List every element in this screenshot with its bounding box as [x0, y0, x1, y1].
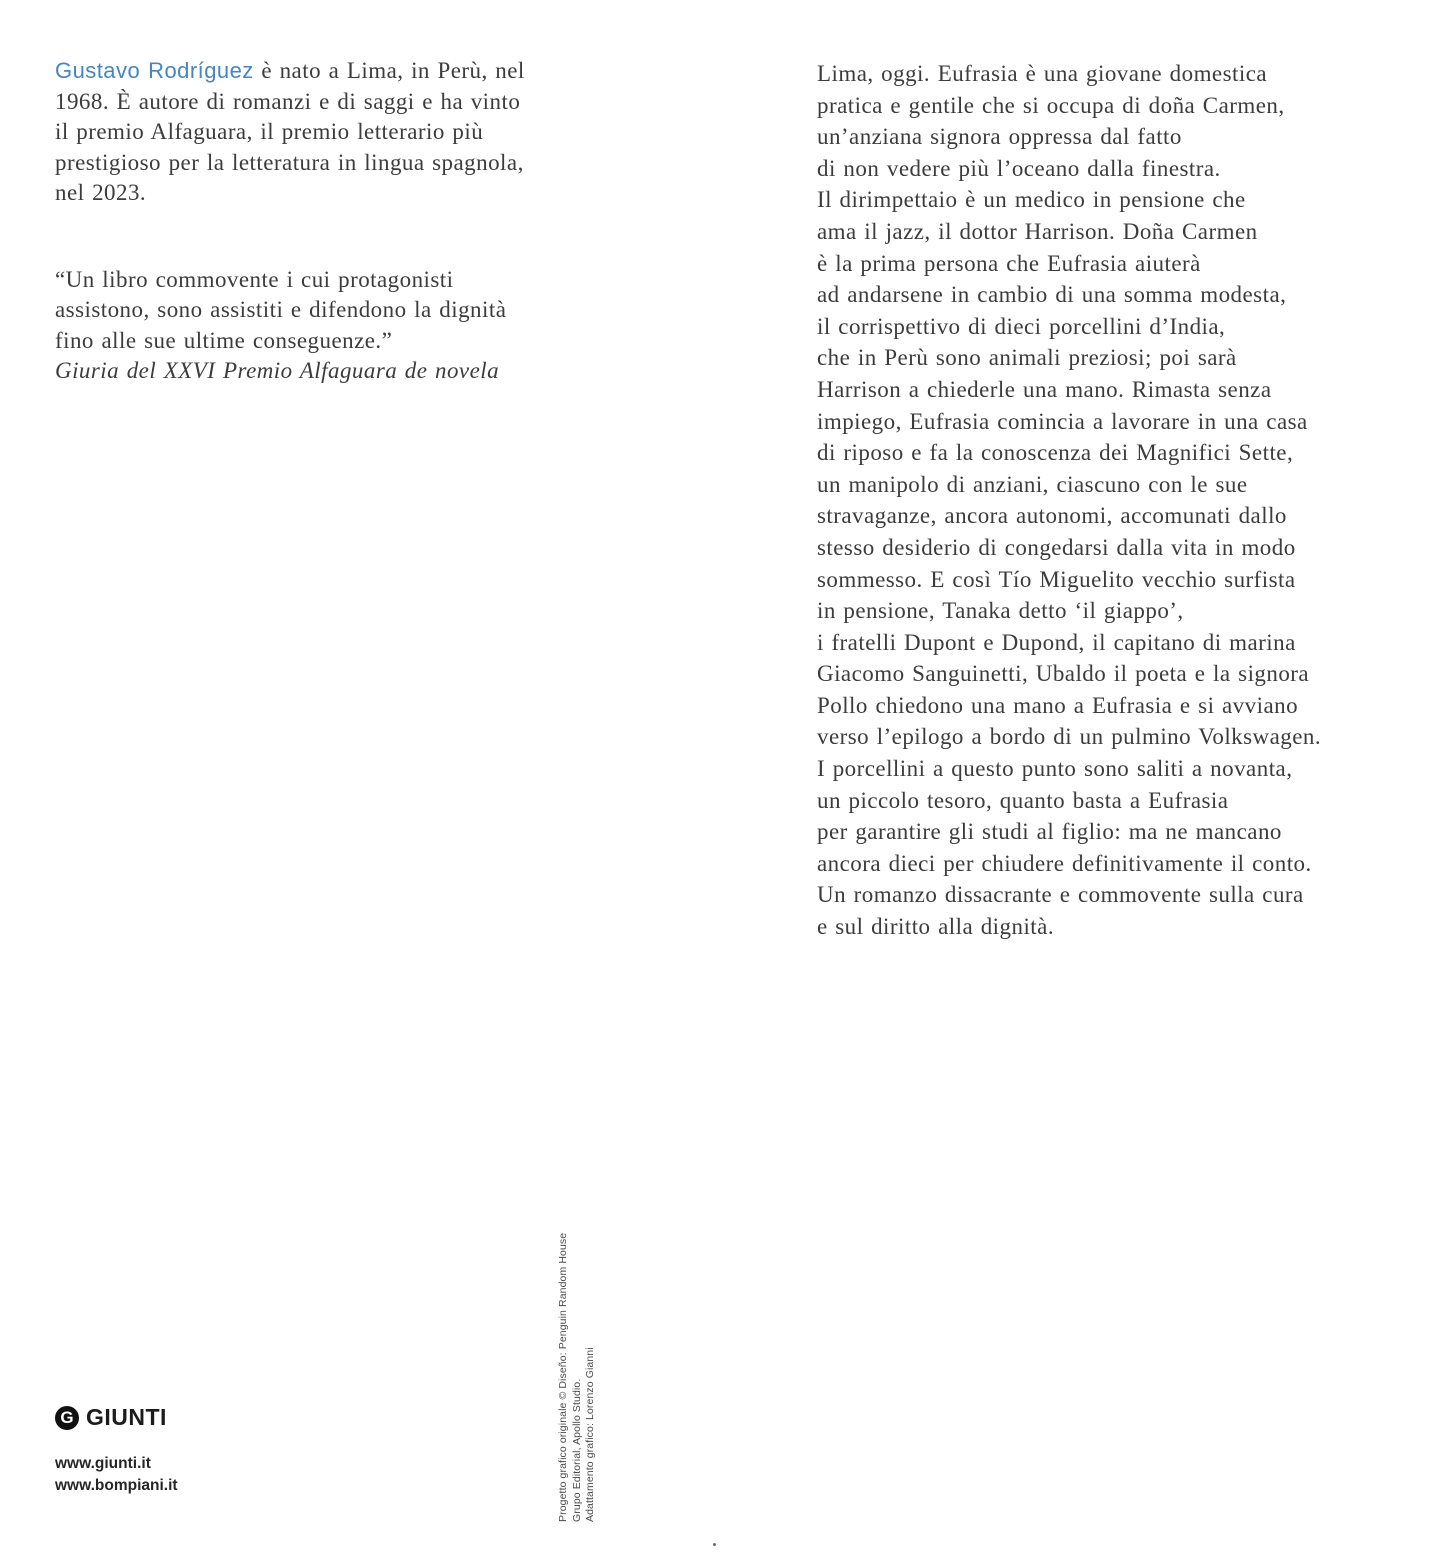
- synopsis-line: un piccolo tesoro, quanto basta a Eufrasia: [817, 787, 1229, 813]
- publisher-logo: [55, 1404, 178, 1431]
- page-mark-dot: [713, 1543, 716, 1546]
- synopsis-line: un’anziana signora oppressa dal fatto: [817, 124, 1182, 150]
- giunti-logo-icon: G: [55, 1406, 79, 1430]
- synopsis-line: Un romanzo dissacrante e commovente sulla cura: [817, 882, 1304, 908]
- credit-line: Progetto grafico originale © Diseño: Penguin Random House: [557, 1232, 569, 1522]
- synopsis-line: per garantire gli studi al figlio: ma ne mancano: [817, 819, 1282, 845]
- synopsis-line: è la prima persona che Eufrasia aiuterà: [817, 250, 1201, 276]
- publisher-name: GIUNTI: [86, 1404, 167, 1430]
- synopsis-line: un manipolo di anziani, ciascuno con le sue: [817, 471, 1248, 497]
- bio-lines: [55, 87, 635, 209]
- synopsis-line: ad andarsene in cambio di una somma modesta,: [817, 282, 1287, 308]
- author-name: Gustavo Rodríguez: [55, 58, 254, 83]
- quote-line: “Un libro commovente i cui protagonisti: [55, 266, 454, 292]
- synopsis-line: di non vedere più l’oceano dalla finestra.: [817, 155, 1221, 181]
- design-credits: [557, 1187, 601, 1522]
- synopsis-line: sommesso. E così Tío Miguelito vecchio surfista: [817, 566, 1296, 592]
- credits-lines: [557, 1187, 598, 1522]
- synopsis-line: ama il jazz, il dottor Harrison. Doña Carmen: [817, 218, 1258, 244]
- synopsis: [817, 58, 1427, 943]
- right-flap: [817, 58, 1427, 943]
- footer: [55, 1404, 178, 1497]
- bio-line: nel 2023.: [55, 180, 147, 205]
- quote-line: fino alle sue ultime conseguenze.”: [55, 327, 393, 353]
- synopsis-line: e sul diritto alla dignità.: [817, 914, 1055, 940]
- publisher-url: www.giunti.it: [55, 1455, 151, 1472]
- synopsis-line: il corrispettivo di dieci porcellini d’India,: [817, 313, 1226, 339]
- bio-first-line-rest: è nato a Lima, in Perù, nel: [253, 58, 525, 83]
- synopsis-line: Harrison a chiederle una mano. Rimasta senza: [817, 376, 1272, 402]
- bio-line: 1968. È autore di romanzi e di saggi e ha vinto: [55, 88, 521, 114]
- credit-line: Adattamento grafico: Lorenzo Gianni: [584, 1347, 596, 1522]
- synopsis-line: Lima, oggi. Eufrasia è una giovane domestica: [817, 61, 1268, 86]
- publisher-url: www.bompiani.it: [55, 1477, 178, 1494]
- quote-line: assistono, sono assistiti e difendono la dignità: [55, 297, 507, 322]
- synopsis-line: stesso desiderio di congedarsi dalla vita in modo: [817, 534, 1296, 560]
- jury-quote: [55, 265, 635, 387]
- bio-line: prestigioso per la letteratura in lingua spagnola,: [55, 149, 524, 175]
- synopsis-line: che in Perù sono animali preziosi; poi sarà: [817, 345, 1237, 371]
- synopsis-line: i fratelli Dupont e Dupond, il capitano di marina: [817, 629, 1296, 655]
- synopsis-line: ancora dieci per chiudere definitivamente il conto.: [817, 850, 1312, 876]
- quote-lines: [55, 265, 635, 357]
- quote-attribution: Giuria del XXVI Premio Alfaguara de novela: [55, 358, 500, 383]
- left-flap: [55, 56, 635, 387]
- author-bio: [55, 56, 635, 209]
- synopsis-line: di riposo e fa la conoscenza dei Magnifici Sette,: [817, 440, 1294, 466]
- synopsis-line: in pensione, Tanaka detto ‘il giappo’,: [817, 598, 1184, 624]
- synopsis-line: stravaganze, ancora autonomi, accomunati dallo: [817, 503, 1287, 529]
- synopsis-line: Pollo chiedono una mano a Eufrasia e si avviano: [817, 692, 1299, 718]
- synopsis-line: Giacomo Sanguinetti, Ubaldo il poeta e la signora: [817, 661, 1310, 687]
- bio-line: il premio Alfaguara, il premio letterario più: [55, 119, 484, 144]
- synopsis-line: pratica e gentile che si occupa di doña Carmen,: [817, 92, 1285, 118]
- bio-first-line: [55, 56, 635, 87]
- synopsis-line: I porcellini a questo punto sono saliti a novanta,: [817, 756, 1293, 782]
- credit-line: Grupo Editorial, Apollo Studio.: [570, 1378, 583, 1522]
- synopsis-line: impiego, Eufrasia comincia a lavorare in una casa: [817, 408, 1308, 434]
- publisher-urls: [55, 1453, 178, 1497]
- synopsis-line: verso l’epilogo a bordo di un pulmino Volkswagen.: [817, 724, 1322, 750]
- synopsis-line: Il dirimpettaio è un medico in pensione che: [817, 187, 1246, 213]
